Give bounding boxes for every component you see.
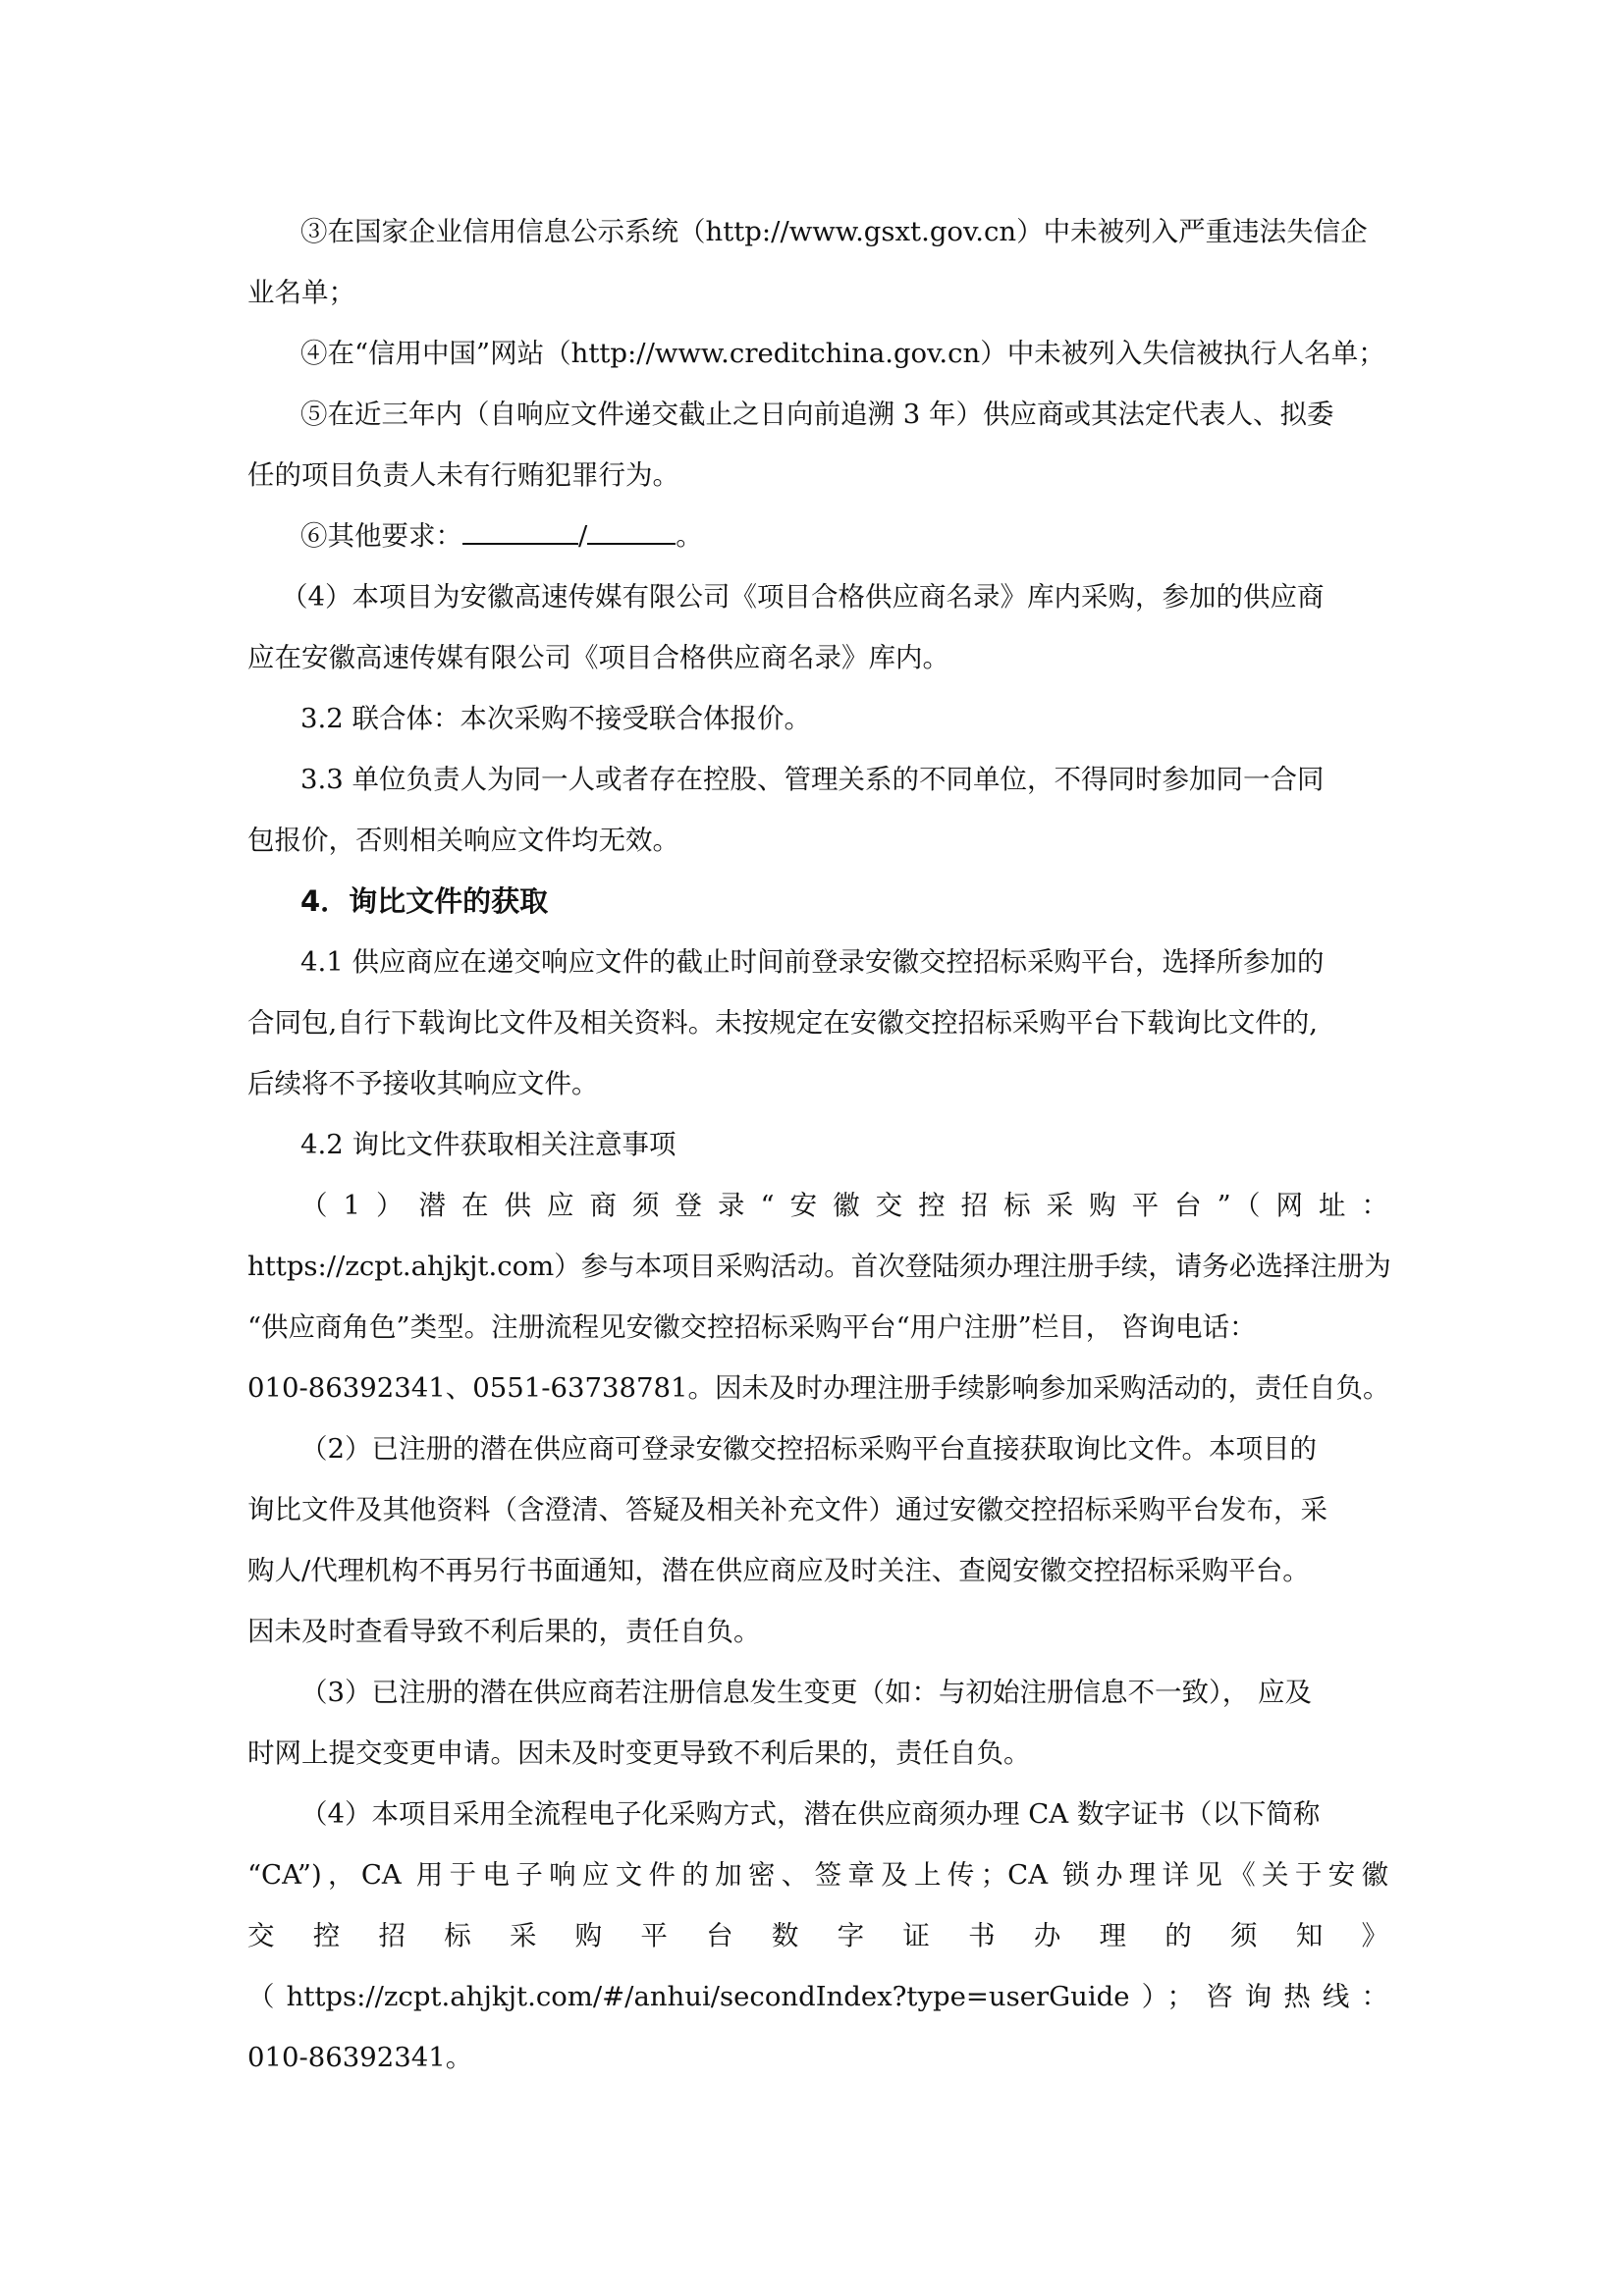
para-line: 4.1 供应商应在递交响应文件的截止时间前登录安徽交控招标采购平台，选择所参加的 [300,946,1325,978]
para-line: 包报价，否则相关响应文件均无效。 [247,825,679,856]
blank-underline [462,543,578,545]
para-line: （4）本项目为安徽高速传媒有限公司《项目合格供应商名录》库内采购，参加的供应商 [281,581,1325,613]
para-line: （1）潜在供应商须登录“安徽交控招标采购平台”（网址： [300,1190,1388,1221]
para-line: （3）已注册的潜在供应商若注册信息发生变更（如：与初始注册信息不一致）， 应及 [300,1677,1312,1708]
para-line: 010-86392341。 [247,2042,473,2073]
para-line: ⑤在近三年内（自响应文件递交截止之日向前追溯 3 年）供应商或其法定代表人、拟委 [300,399,1334,430]
para-line: （https://zcpt.ahjkjt.com/#/anhui/secondIndex?type=userGuide）；咨询热线： [247,1981,1388,2012]
para-line: 任的项目负责人未有行贿犯罪行为。 [247,459,679,491]
para-line: （4）本项目采用全流程电子化采购方式，潜在供应商须办理 CA 数字证书（以下简称 [300,1798,1321,1830]
other-requirements-line [300,518,703,554]
para-line: https://zcpt.ahjkjt.com）参与本项目采购活动。首次登陆须办理注册手续，请务必选择注册为 [247,1251,1391,1282]
para-line: 时网上提交变更申请。因未及时变更导致不利后果的，责任自负。 [247,1737,1031,1769]
para-line: 3.3 单位负责人为同一人或者存在控股、管理关系的不同单位，不得同时参加同一合同 [300,764,1325,795]
other-requirements-label: ⑥其他要求： [300,520,462,552]
slash-text: / [578,520,588,552]
section-heading: 4．询比文件的获取 [300,884,549,918]
blank-underline [587,543,676,545]
para-line: ③在国家企业信用信息公示系统（http://www.gsxt.gov.cn）中未被列入严重违法失信企 [300,216,1368,247]
para-line: 010-86392341、0551-63738781。因未及时办理注册手续影响参加采购活动的，责任自负。 [247,1372,1390,1404]
period-text: 。 [676,520,703,552]
para-line: （2）已注册的潜在供应商可登录安徽交控招标采购平台直接获取询比文件。本项目的 [300,1433,1317,1465]
para-line: 后续将不予接收其响应文件。 [247,1068,599,1099]
para-line: ④在“信用中国”网站（http://www.creditchina.gov.cn）中未被列入失信被执行人名单； [300,338,1385,369]
para-line: 应在安徽高速传媒有限公司《项目合格供应商名录》库内。 [247,642,949,673]
para-line: 合同包,自行下载询比文件及相关资料。未按规定在安徽交控招标采购平台下载询比文件的, [247,1007,1318,1039]
para-line: 购人/代理机构不再另行书面通知，潜在供应商应及时关注、查阅安徽交控招标采购平台。 [247,1555,1310,1586]
para-line: 3.2 联合体：本次采购不接受联合体报价。 [300,703,811,734]
para-line: 交控招标采购平台数字证书办理的须知》 [247,1920,1388,1951]
para-line: 询比文件及其他资料（含澄清、答疑及相关补充文件）通过安徽交控招标采购平台发布，采 [247,1494,1327,1525]
para-line: 4.2 询比文件获取相关注意事项 [300,1129,677,1160]
para-line: “CA”)，CA 用于电子响应文件的加密、签章及上传；CA 锁办理详见《关于安徽 [247,1859,1388,1891]
para-line: 业名单； [247,277,355,308]
para-line: 因未及时查看导致不利后果的，责任自负。 [247,1616,761,1647]
para-line: “供应商角色”类型。注册流程见安徽交控招标采购平台“用户注册”栏目， 咨询电话： [247,1311,1257,1343]
